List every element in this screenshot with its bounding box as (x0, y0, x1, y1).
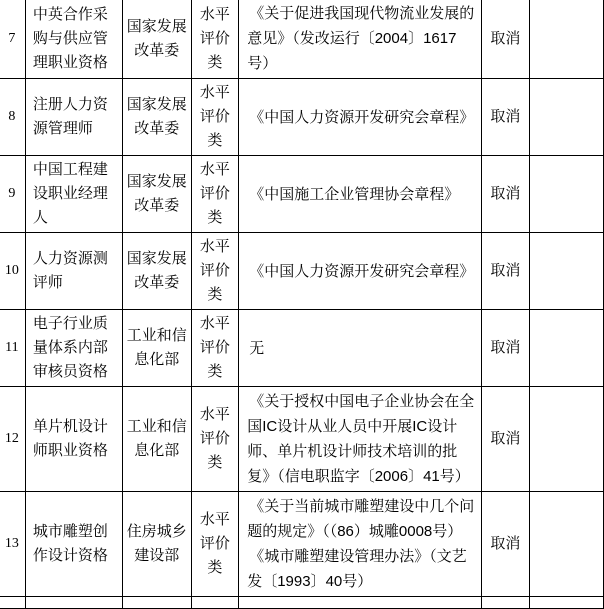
basis-paragraph: 《中国施工企业管理协会章程》 (249, 185, 460, 203)
department: 工业和信息化部 (123, 387, 191, 492)
row-number: 8 (0, 79, 25, 156)
basis-paragraph: 《关于促进我国现代物流业发展的意见》（发改运行〔2004〕1617号） (247, 5, 475, 72)
qualification-name: 单片机设计师职业资格 (25, 387, 122, 492)
row-number: 13 (0, 492, 25, 597)
qualification-name: 中国工程建设职业经理人 (25, 156, 122, 233)
empty-cell (529, 79, 603, 156)
basis (239, 156, 482, 233)
empty-cell (529, 310, 603, 387)
empty-cell (529, 0, 603, 79)
basis-paragraph: 《中国人力资源开发研究会章程》 (249, 108, 475, 126)
partial-next-row (0, 597, 604, 609)
basis-paragraph: 《关于当前城市雕塑建设中几个问题的规定》（（86）城雕0008号） (247, 498, 475, 540)
row-number: 11 (0, 310, 25, 387)
department: 国家发展改革委 (123, 156, 191, 233)
empty-cell (529, 597, 603, 609)
empty-cell (529, 156, 603, 233)
action-cancel: 取消 (482, 387, 530, 492)
action-cancel: 取消 (482, 79, 530, 156)
qualification-name: 电子行业质量体系内部审核员资格 (25, 310, 122, 387)
basis (239, 597, 482, 609)
basis-paragraph: 《中国人力资源开发研究会章程》 (249, 262, 475, 280)
row-number: 9 (0, 156, 25, 233)
action-cell (482, 597, 530, 609)
category: 水平评价类 (191, 387, 239, 492)
empty-cell (529, 387, 603, 492)
basis (239, 492, 482, 597)
qualification-name: 城市雕塑创作设计资格 (25, 492, 122, 597)
department: 住房城乡建设部 (123, 492, 191, 597)
row-number: 10 (0, 233, 25, 310)
basis (239, 79, 482, 156)
department: 工业和信息化部 (123, 310, 191, 387)
category: 水平评价类 (191, 492, 239, 597)
category: 水平评价类 (191, 79, 239, 156)
action-cancel: 取消 (482, 0, 530, 79)
row-number (0, 597, 25, 609)
basis-paragraph: 《关于授权中国电子企业协会在全国IC设计从业人员中开展IC设计师、单片机设计师技术培训的批复》（信电职监字〔2006〕41号） (247, 393, 475, 485)
qualification-name: 人力资源测评师 (25, 233, 122, 310)
qualification-name (25, 597, 122, 609)
row-number: 12 (0, 387, 25, 492)
basis-paragraph: 无 (249, 339, 265, 357)
table-row (0, 156, 604, 233)
basis (239, 233, 482, 310)
department: 国家发展改革委 (123, 233, 191, 310)
table-row (0, 310, 604, 387)
department (123, 597, 191, 609)
table-row (0, 492, 604, 597)
table-row (0, 79, 604, 156)
basis-paragraph: 《城市雕塑建设管理办法》（文艺发〔1993〕40号） (247, 548, 467, 590)
basis (239, 387, 482, 492)
category (191, 597, 239, 609)
action-cancel: 取消 (482, 310, 530, 387)
table-row (0, 233, 604, 310)
action-cancel: 取消 (482, 492, 530, 597)
department: 国家发展改革委 (123, 79, 191, 156)
action-cancel: 取消 (482, 233, 530, 310)
basis (239, 0, 482, 79)
category: 水平评价类 (191, 233, 239, 310)
table-row (0, 0, 604, 79)
table-row (0, 387, 604, 492)
qualification-name: 中英合作采购与供应管理职业资格 (25, 0, 122, 79)
department: 国家发展改革委 (123, 0, 191, 79)
category: 水平评价类 (191, 0, 239, 79)
category: 水平评价类 (191, 156, 239, 233)
category: 水平评价类 (191, 310, 239, 387)
empty-cell (529, 233, 603, 310)
qualification-name: 注册人力资源管理师 (25, 79, 122, 156)
table-row-cropped (0, 597, 604, 609)
empty-cell (529, 492, 603, 597)
action-cancel: 取消 (482, 156, 530, 233)
basis (239, 310, 482, 387)
row-number: 7 (0, 0, 25, 79)
